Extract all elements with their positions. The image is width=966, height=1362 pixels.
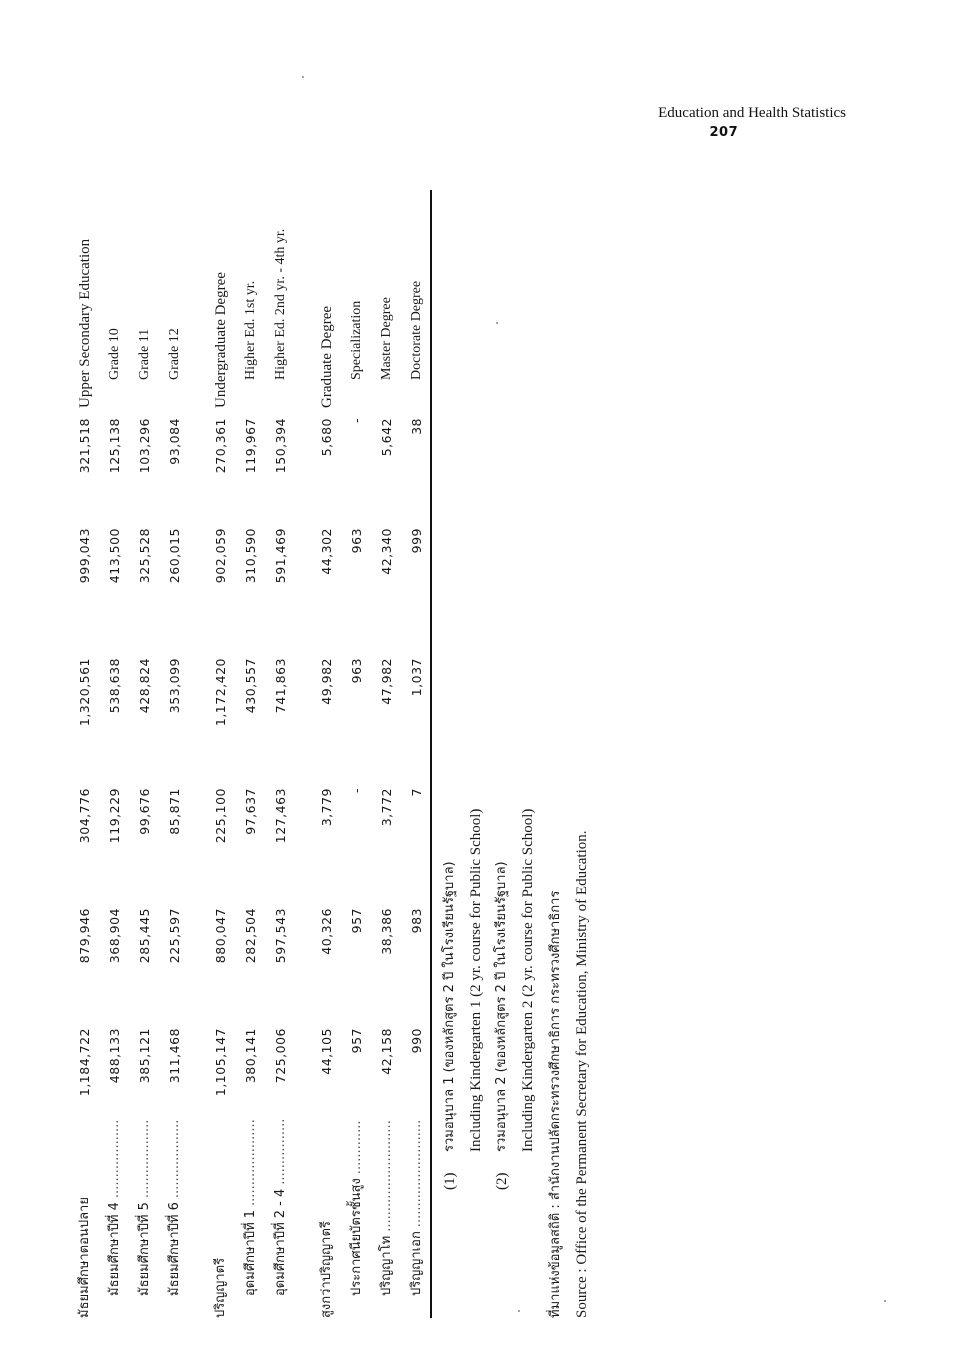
table-cell-value: 321,518 xyxy=(77,418,92,474)
table-cell-value: 430,557 xyxy=(243,658,258,714)
table-cell-value: 963 xyxy=(349,528,364,554)
table-bottom-rule xyxy=(430,190,432,1318)
table-cell-value: 413,500 xyxy=(107,528,122,584)
row-label-thai: มัธยมศึกษาปีที่ 4 ..... xyxy=(102,1120,128,1318)
footnote-2-marker: (2) xyxy=(494,1172,510,1190)
row-label-english: Grade 12 xyxy=(167,328,182,380)
table-cell-value: 1,105,147 xyxy=(213,1028,228,1097)
row-label-thai: มัธยมศึกษาตอนปลาย xyxy=(77,1197,92,1318)
table-row xyxy=(102,158,128,1318)
row-label-thai: ปริญญาเอก ..... xyxy=(404,1120,430,1318)
table-cell-value: 225,100 xyxy=(213,788,228,844)
footnote-1-english: Including Kindergarten 1 (2 yr. course for Public School) xyxy=(468,808,484,1152)
table-row xyxy=(404,158,430,1318)
row-label-english: Specialization xyxy=(349,300,364,380)
table-cell-value: 85,871 xyxy=(167,788,182,835)
footnote-1-marker: (1) xyxy=(442,1172,458,1190)
row-label-thai: ประกาศนียบัตรชั้นสูง ..... xyxy=(344,1120,370,1318)
table-cell-value: 225,597 xyxy=(167,908,182,964)
table-cell-value: 44,105 xyxy=(319,1028,334,1075)
table-cell-value: 880,047 xyxy=(213,908,228,964)
page-number: 207 xyxy=(709,125,739,140)
table-cell-value: 325,528 xyxy=(137,528,152,584)
table-cell-value: 310,590 xyxy=(243,528,258,584)
table-cell-value: 49,982 xyxy=(319,658,334,705)
table-cell-value: 260,015 xyxy=(167,528,182,584)
table-cell-value: 538,638 xyxy=(107,658,122,714)
table-row xyxy=(374,158,400,1318)
table-cell-value: 125,138 xyxy=(107,418,122,474)
table-cell-value: 990 xyxy=(409,1028,424,1054)
table-cell-value: 1,037 xyxy=(409,658,424,697)
row-label-thai: สูงกว่าปริญญาตรี xyxy=(319,1221,334,1318)
row-label-english: Doctorate Degree xyxy=(409,280,424,380)
table-cell-value: 285,445 xyxy=(137,908,152,964)
row-label-english: Undergraduate Degree xyxy=(213,272,229,408)
table-cell-value: 119,229 xyxy=(107,788,122,844)
table-cell-value: 488,133 xyxy=(107,1028,122,1084)
table-cell-value: 7 xyxy=(409,788,424,797)
table-cell-value: 42,158 xyxy=(379,1028,394,1075)
table-cell-value: 311,468 xyxy=(167,1028,182,1084)
table-cell-value: 42,340 xyxy=(379,528,394,575)
row-label-english: Higher Ed. 1st yr. xyxy=(243,280,258,380)
table-cell-value: 983 xyxy=(409,908,424,934)
row-label-english: Higher Ed. 2nd yr. - 4th yr. xyxy=(273,228,288,380)
table-row xyxy=(72,158,98,1318)
table-cell-value: 270,361 xyxy=(213,418,228,474)
speck-mark xyxy=(302,76,304,78)
source-thai: ที่มาแห่งข้อมูลสถิติ : สำนักงานปลัดกระทรวงศึกษาธิการ กระทรวงศึกษาธิการ xyxy=(548,890,563,1318)
table-cell-value: 282,504 xyxy=(243,908,258,964)
table-row xyxy=(162,158,188,1318)
table-cell-value: 999,043 xyxy=(77,528,92,584)
table-cell-value: 741,863 xyxy=(273,658,288,714)
table-cell-value: 879,946 xyxy=(77,908,92,964)
row-label-english: Grade 10 xyxy=(107,328,122,380)
row-label-english: Grade 11 xyxy=(137,328,152,380)
table-cell-value: 963 xyxy=(349,658,364,684)
table-row xyxy=(344,158,370,1318)
table-cell-value: 428,824 xyxy=(137,658,152,714)
table-cell-value: 380,141 xyxy=(243,1028,258,1084)
table-row xyxy=(238,158,264,1318)
table-cell-value: 38,386 xyxy=(379,908,394,955)
table-cell-value: - xyxy=(349,788,364,794)
row-label-thai: ปริญญาโท ..... xyxy=(374,1120,400,1318)
table-cell-value: 3,779 xyxy=(319,788,334,827)
table-cell-value: 38 xyxy=(409,418,424,435)
table-cell-value: 1,320,561 xyxy=(77,658,92,727)
table-cell-value: 97,637 xyxy=(243,788,258,835)
footnote-1-thai: รวมอนุบาล 1 (ของหลักสูตร 2 ปี ในโรงเรียนรัฐบาล) xyxy=(442,861,457,1152)
table-row xyxy=(268,158,294,1318)
source-english: Source : Office of the Permanent Secretary for Education, Ministry of Education. xyxy=(574,830,590,1318)
table-cell-value: - xyxy=(349,418,364,424)
publication-title: Education and Health Statistics xyxy=(658,105,846,121)
table-cell-value: 44,302 xyxy=(319,528,334,575)
row-label-thai: อุดมศึกษาปีที่ 1 ..... xyxy=(238,1120,264,1318)
table-cell-value: 5,680 xyxy=(319,418,334,457)
table-cell-value: 103,296 xyxy=(137,418,152,474)
table-row xyxy=(208,158,234,1318)
table-row xyxy=(314,158,340,1318)
table-cell-value: 5,642 xyxy=(379,418,394,457)
table-cell-value: 999 xyxy=(409,528,424,554)
table-cell-value: 385,121 xyxy=(137,1028,152,1084)
table-cell-value: 957 xyxy=(349,1028,364,1054)
table-cell-value: 150,394 xyxy=(273,418,288,474)
table-cell-value: 353,099 xyxy=(167,658,182,714)
table-cell-value: 3,772 xyxy=(379,788,394,827)
table-cell-value: 1,172,420 xyxy=(213,658,228,727)
footnote-2-english: Including Kindergarten 2 (2 yr. course for Public School) xyxy=(520,808,536,1152)
table-cell-value: 902,059 xyxy=(213,528,228,584)
row-label-thai: มัธยมศึกษาปีที่ 5 ..... xyxy=(132,1120,158,1318)
table-cell-value: 368,904 xyxy=(107,908,122,964)
table-cell-value: 99,676 xyxy=(137,788,152,835)
speck-mark xyxy=(884,1300,886,1302)
row-label-thai: มัธยมศึกษาปีที่ 6 ..... xyxy=(162,1120,188,1318)
table-cell-value: 591,469 xyxy=(273,528,288,584)
table-cell-value: 597,543 xyxy=(273,908,288,964)
footnote-2-thai: รวมอนุบาล 2 (ของหลักสูตร 2 ปี ในโรงเรียนรัฐบาล) xyxy=(494,861,509,1152)
rotated-table-page xyxy=(72,158,632,1318)
row-label-english: Upper Secondary Education xyxy=(77,238,93,408)
table-cell-value: 119,967 xyxy=(243,418,258,474)
row-label-english: Graduate Degree xyxy=(319,305,335,408)
table-cell-value: 40,326 xyxy=(319,908,334,955)
table-cell-value: 47,982 xyxy=(379,658,394,705)
table-cell-value: 93,084 xyxy=(167,418,182,465)
row-label-thai: ปริญญาตรี xyxy=(213,1257,228,1318)
table-cell-value: 725,006 xyxy=(273,1028,288,1084)
table-row xyxy=(132,158,158,1318)
table-cell-value: 304,776 xyxy=(77,788,92,844)
row-label-thai: อุดมศึกษาปีที่ 2 - 4 ..... xyxy=(268,1120,294,1318)
table-cell-value: 957 xyxy=(349,908,364,934)
table-cell-value: 127,463 xyxy=(273,788,288,844)
table-cell-value: 1,184,722 xyxy=(77,1028,92,1097)
page-header xyxy=(658,103,846,140)
row-label-english: Master Degree xyxy=(379,297,394,380)
